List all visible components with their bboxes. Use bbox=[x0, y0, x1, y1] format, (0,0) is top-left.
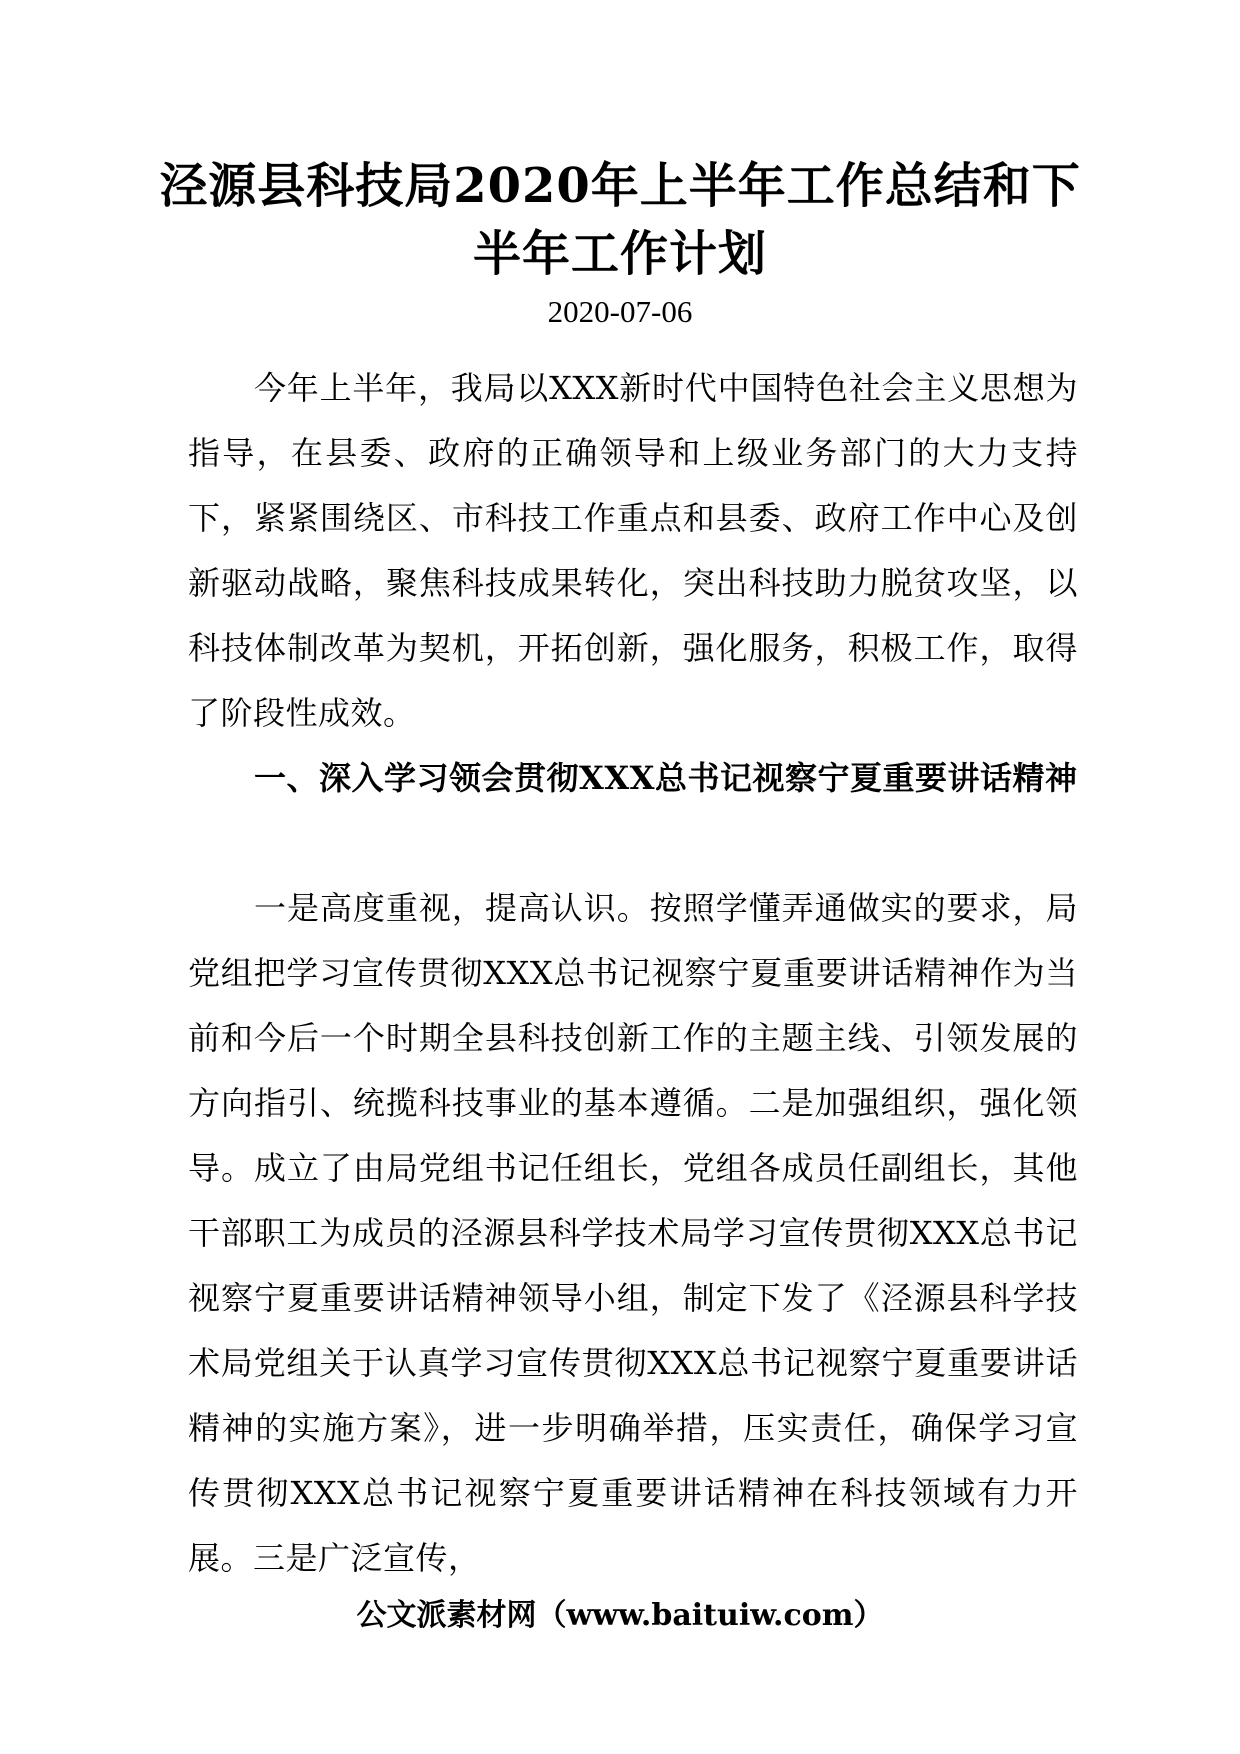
footer-watermark: 公文派素材网（www.baituiw.com） bbox=[356, 1598, 884, 1633]
document-title: 泾源县科技局2020年上半年工作总结和下半年工作计划 bbox=[159, 158, 1081, 282]
document-date: 2020-07-06 bbox=[547, 294, 693, 329]
paragraph-intro: 今年上半年，我局以XXX新时代中国特色社会主义思想为指导，在县委、政府的正确领导和上级业务部门的大力支持下，紧紧围绕区、市科技工作重点和县委、政府工作中心及创新驱动战略，聚焦科技成果转化，突出科技助力脱贫攻坚，以科技体制改革为契机，开拓创新，强化服务，积极工作，取得了阶段性成效。 bbox=[188, 369, 1078, 732]
section-heading: 一、深入学习领会贯彻XXX总书记视察宁夏重要讲话精神 bbox=[254, 759, 1078, 797]
paragraph-section-one: 一是高度重视，提高认识。按照学懂弄通做实的要求，局党组把学习宣传贯彻XXX总书记视察宁夏重要讲话精神作为当前和今后一个时期全县科技创新工作的主题主线、引领发展的方向指引、统揽科技事业的基本遵循。二是加强组织，强化领导。成立了由局党组书记任组长，党组各成员任副组长，其他干部职工为成员的泾源县科学技术局学习宣传贯彻XXX总书记视察宁夏重要讲话精神领导小组，制定下发了《泾源县科学技术局党组关于认真学习宣传贯彻XXX总书记视察宁夏重要讲话精神的实施方案》，进一步明确举措，压实责任，确保学习宣传贯彻XXX总书记视察宁夏重要讲话精神在科技领域有力开展。三是广泛宣传， bbox=[188, 889, 1078, 1577]
